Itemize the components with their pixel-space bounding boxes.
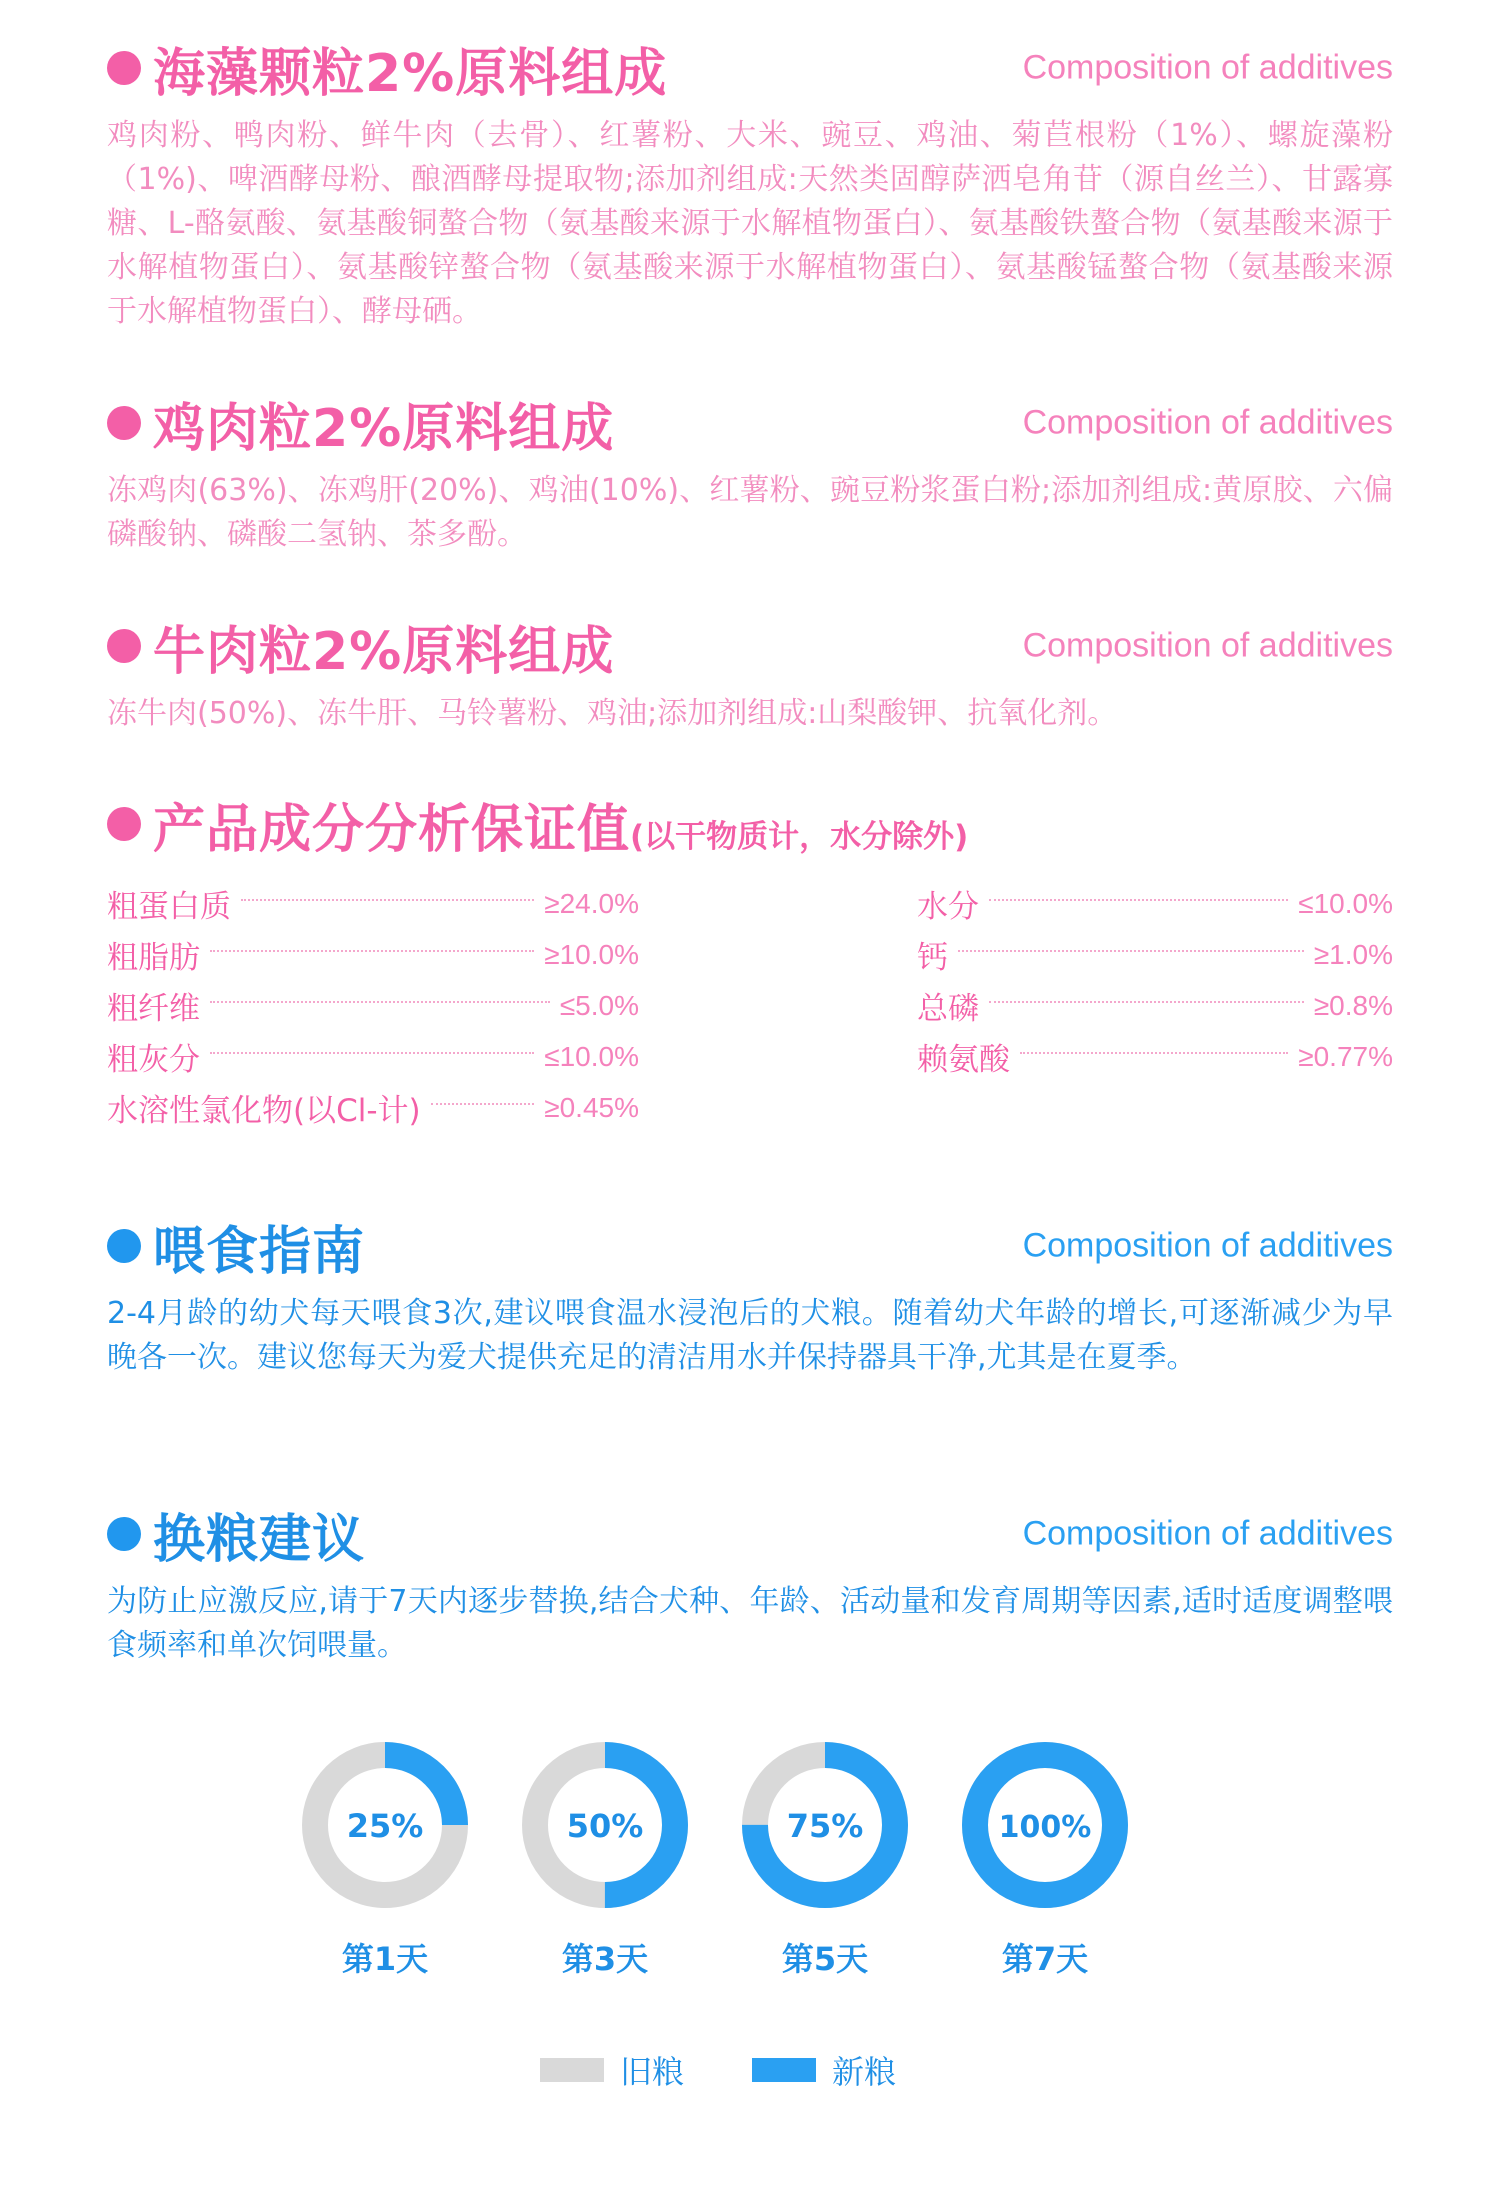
- analysis-title: 产品成分分析保证值: [153, 799, 631, 860]
- bullet-dot-icon: [107, 51, 141, 85]
- ring-percent: 100%: [998, 1810, 1092, 1845]
- section-title: 鸡肉粒2%原料组成: [153, 398, 615, 459]
- analysis-row: [107, 980, 639, 1031]
- analysis-row: [107, 1031, 639, 1082]
- section-header: [107, 608, 1393, 684]
- section-chicken: [107, 385, 1393, 557]
- legend-old-swatch: [540, 2058, 604, 2082]
- dotted-leader: [210, 1052, 534, 1054]
- ring-step: [300, 1740, 470, 1980]
- ring-day: 第3天: [561, 1940, 649, 1978]
- progress-ring: [300, 1740, 470, 1910]
- progress-ring: [520, 1740, 690, 1910]
- section-body: 鸡肉粉、鸭肉粉、鲜牛肉（去骨）、红薯粉、大米、豌豆、鸡油、菊苣根粉（1%）、螺旋藻粉（1%)、啤酒酵母粉、酿酒酵母提取物;添加剂组成:天然类固醇萨洒皂角苷（源自丝兰）、甘露寡糖、L-酪氨酸、氨基酸铜螯合物（氨基酸来源于水解植物蛋白）、氨基酸铁螯合物（氨基酸来源于水解植物蛋白）、氨基酸锌螯合物（氨基酸来源于水解植物蛋白）、氨基酸锰螯合物（氨基酸来源于水解植物蛋白）、酵母硒。: [107, 118, 1393, 329]
- bullet-dot-icon: [107, 406, 141, 440]
- analysis-row: [917, 929, 1393, 980]
- dotted-leader: [989, 899, 1288, 901]
- section-feeding: [107, 1208, 1393, 1380]
- ring-day: 第7天: [1001, 1940, 1089, 1978]
- section-subtitle: Composition of additives: [1022, 48, 1393, 87]
- bullet-dot-icon: [107, 807, 141, 841]
- analysis-row: [917, 1031, 1393, 1082]
- section-analysis: [107, 786, 1393, 862]
- progress-ring: [740, 1740, 910, 1910]
- legend-new-label: 新粮: [832, 2053, 897, 2091]
- analysis-row: [917, 980, 1393, 1031]
- dotted-leader: [210, 950, 534, 952]
- analysis-label: 粗纤维: [107, 991, 200, 1027]
- section-beef: [107, 608, 1393, 736]
- section-header: [107, 30, 1393, 106]
- analysis-label: 粗灰分: [107, 1042, 200, 1078]
- bullet-dot-icon: [107, 629, 141, 663]
- analysis-row: [917, 878, 1393, 929]
- section-header: [107, 385, 1393, 461]
- dotted-leader: [210, 1001, 550, 1003]
- legend-new: [752, 2047, 896, 2093]
- analysis-column-left: [107, 878, 639, 1133]
- section-subtitle: Composition of additives: [1022, 626, 1393, 665]
- section-subtitle: Composition of additives: [1022, 1514, 1393, 1553]
- section-title: 海藻颗粒2%原料组成: [153, 43, 668, 104]
- dotted-leader: [989, 1001, 1304, 1003]
- legend-new-swatch: [752, 2058, 816, 2082]
- analysis-value: ≥24.0%: [544, 887, 639, 919]
- analysis-label: 水分: [917, 889, 979, 925]
- transition-rings: [300, 1740, 1130, 1990]
- analysis-row: [107, 1082, 639, 1133]
- analysis-table: [107, 878, 1393, 1138]
- ring-percent: 75%: [786, 1807, 864, 1845]
- bullet-dot-icon: [107, 1517, 141, 1551]
- section-header: [107, 786, 1393, 862]
- analysis-value: ≥1.0%: [1313, 938, 1393, 970]
- section-title: 换粮建议: [153, 1509, 366, 1570]
- progress-ring: [960, 1740, 1130, 1910]
- analysis-row: [107, 929, 639, 980]
- section-header: [107, 1208, 1393, 1284]
- analysis-value: ≥0.45%: [544, 1091, 639, 1123]
- section-title: 牛肉粒2%原料组成: [153, 621, 615, 682]
- analysis-value: ≥0.8%: [1313, 989, 1393, 1021]
- section-subtitle: Composition of additives: [1022, 403, 1393, 442]
- analysis-value: ≥0.77%: [1298, 1040, 1393, 1072]
- section-body: 冻牛肉(50%)、冻牛肝、马铃薯粉、鸡油;添加剂组成:山梨酸钾、抗氧化剂。: [107, 696, 1118, 731]
- analysis-label: 水溶性氯化物(以Cl-计): [107, 1093, 421, 1129]
- section-transition: [107, 1496, 1393, 1668]
- dotted-leader: [1020, 1052, 1288, 1054]
- analysis-label: 赖氨酸: [917, 1042, 1010, 1078]
- analysis-value: ≤10.0%: [544, 1040, 639, 1072]
- analysis-label: 总磷: [917, 991, 979, 1027]
- section-seaweed: [107, 30, 1393, 334]
- analysis-row: [107, 878, 639, 929]
- bullet-dot-icon: [107, 1229, 141, 1263]
- ring-percent: 25%: [346, 1807, 424, 1845]
- section-title: [153, 787, 968, 862]
- section-body: 冻鸡肉(63%)、冻鸡肝(20%)、鸡油(10%)、红薯粉、豌豆粉浆蛋白粉;添加剂组成:黄原胶、六偏磷酸钠、磷酸二氢钠、茶多酚。: [107, 473, 1393, 552]
- section-title: 喂食指南: [153, 1221, 366, 1282]
- ring-step: [740, 1740, 910, 1980]
- ring-legend: [540, 2050, 964, 2090]
- dotted-leader: [958, 950, 1304, 952]
- ring-step: [960, 1740, 1130, 1980]
- analysis-value: ≥10.0%: [544, 938, 639, 970]
- analysis-note: (以干物质计，水分除外): [630, 818, 969, 855]
- analysis-label: 钙: [917, 940, 948, 976]
- analysis-column-right: [917, 878, 1393, 1082]
- ring-percent: 50%: [566, 1807, 644, 1845]
- dotted-leader: [431, 1103, 535, 1105]
- ring-day: 第1天: [341, 1940, 429, 1978]
- dotted-leader: [241, 899, 534, 901]
- analysis-value: ≤5.0%: [559, 989, 639, 1021]
- section-subtitle: Composition of additives: [1022, 1226, 1393, 1265]
- section-header: [107, 1496, 1393, 1572]
- analysis-label: 粗蛋白质: [107, 889, 231, 925]
- section-body: 为防止应激反应,请于7天内逐步替换,结合犬种、年龄、活动量和发育周期等因素,适时适度调整喂食频率和单次饲喂量。: [107, 1584, 1393, 1663]
- analysis-value: ≤10.0%: [1298, 887, 1393, 919]
- ring-step: [520, 1740, 690, 1980]
- section-body: 2-4月龄的幼犬每天喂食3次,建议喂食温水浸泡后的犬粮。随着幼犬年龄的增长,可逐渐减少为早晚各一次。建议您每天为爱犬提供充足的清洁用水并保持器具干净,尤其是在夏季。: [107, 1296, 1393, 1375]
- ring-day: 第5天: [781, 1940, 869, 1978]
- analysis-label: 粗脂肪: [107, 940, 200, 976]
- legend-old-label: 旧粮: [620, 2053, 685, 2091]
- legend-old: [540, 2047, 684, 2093]
